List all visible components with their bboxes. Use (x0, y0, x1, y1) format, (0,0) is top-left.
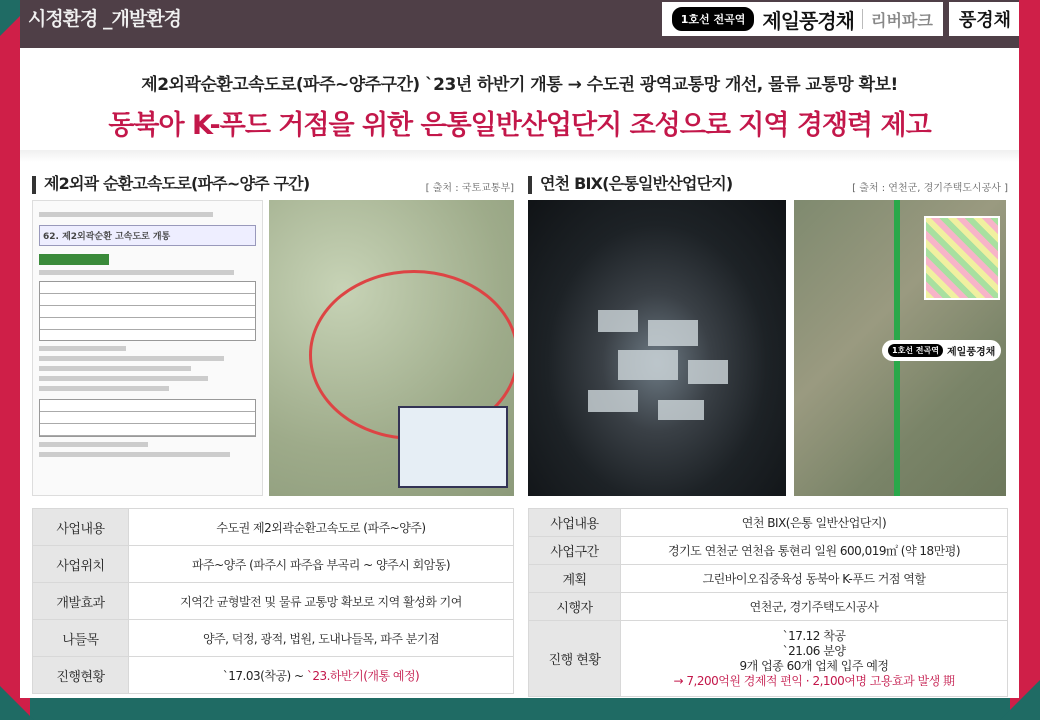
left-section (32, 170, 514, 694)
table-row (33, 546, 514, 583)
brand-sub: 리버파크 (871, 10, 933, 30)
brand-main: 제일풍경채 (762, 8, 854, 33)
row-value: 지역간 균형발전 및 물류 교통망 확보로 지역 활성화 기여 (129, 583, 514, 620)
station-badge: 1호선 전곡역 (672, 7, 755, 31)
page-section-title: 시정환경 _개발환경 (28, 7, 181, 30)
table-row (529, 509, 1008, 537)
station-badge: 1호선 전곡역 (888, 344, 943, 357)
brand-extra: 풍경채 (949, 2, 1019, 36)
row-value: 경기도 연천군 연천읍 통현리 일원 600,019㎡ (약 18만평) (621, 537, 1008, 565)
info-table (32, 508, 514, 694)
table-row (529, 537, 1008, 565)
building-block (648, 320, 698, 346)
divider (862, 9, 863, 29)
aerial-render-image (528, 200, 786, 496)
row-value: 그린바이오집중육성 동북아 K-푸드 거점 역할 (621, 565, 1008, 593)
doc-line (39, 452, 230, 457)
brand-main: 제일풍경채 (947, 347, 996, 358)
building-block (618, 350, 678, 380)
building-block (598, 310, 638, 332)
industrial-site (924, 216, 1000, 300)
divider (20, 150, 1019, 162)
building-block (588, 390, 638, 412)
row-label: 사업내용 (529, 509, 621, 537)
table-row (33, 620, 514, 657)
table-row (33, 583, 514, 620)
row-value: 수도권 제2외곽순환고속도로 (파주~양주) (129, 509, 514, 546)
doc-line (39, 376, 208, 381)
document-image (32, 200, 263, 496)
row-label: 진행현황 (33, 657, 129, 694)
row-value: 연천군, 경기주택도시공사 (621, 593, 1008, 621)
doc-line (39, 212, 213, 217)
row-label: 나들목 (33, 620, 129, 657)
row-label: 사업위치 (33, 546, 129, 583)
doc-title: 62. 제2외곽순환 고속도로 개통 (39, 225, 256, 246)
brand-logo (662, 2, 943, 36)
row-label: 사업내용 (33, 509, 129, 546)
source-note: [ 출처 : 국토교통부] (425, 183, 514, 194)
row-value: 연천 BIX(은통 일반산업단지) (621, 509, 1008, 537)
source-note: [ 출처 : 연천군, 경기주택도시공사 ] (852, 183, 1008, 194)
progress-line: `17.12 착공 (782, 628, 846, 643)
location-map-image (794, 200, 1006, 496)
table-row (529, 565, 1008, 593)
row-label: 진행 현황 (529, 621, 621, 697)
doc-line (39, 386, 169, 391)
progress-start: `17.03(착공) ~ (222, 668, 307, 683)
building-block (688, 360, 728, 384)
inset-map (398, 406, 508, 488)
doc-line (39, 366, 191, 371)
brand-area (662, 0, 1019, 48)
table-row (529, 621, 1008, 697)
doc-table (39, 281, 256, 341)
progress-line: 9개 업종 60개 업체 입주 예정 (739, 658, 889, 673)
row-value: 양주, 덕정, 광적, 법원, 도내나들목, 파주 분기점 (129, 620, 514, 657)
row-value (621, 621, 1008, 697)
route-map-image (269, 200, 514, 496)
info-table (528, 508, 1008, 697)
header-bar (20, 0, 1019, 48)
doc-line (39, 346, 126, 351)
section-marker (528, 176, 532, 194)
progress-effect: → 7,200억원 경제적 편익 · 2,100여명 고용효과 발생 期 (673, 673, 955, 688)
row-label: 개발효과 (33, 583, 129, 620)
doc-table (39, 399, 256, 437)
section-marker (32, 176, 36, 194)
row-label: 사업구간 (529, 537, 621, 565)
table-row (529, 593, 1008, 621)
building-block (658, 400, 704, 420)
row-label: 시행자 (529, 593, 621, 621)
slide-page (20, 0, 1019, 698)
progress-end: `23.하반기(개통 예정) (306, 668, 420, 683)
progress-line: `21.06 분양 (782, 643, 846, 658)
headline-1: 제2외곽순환고속도로(파주~양주구간) `23년 하반기 개통 → 수도권 광역교통망 개선, 물류 교통망 확보! (141, 75, 898, 95)
section-header (32, 170, 514, 194)
doc-label (39, 254, 109, 265)
doc-line (39, 356, 224, 361)
right-section (528, 170, 1008, 697)
section-header (528, 170, 1008, 194)
section-title: 연천 BIX(은통일반산업단지) (540, 174, 733, 193)
image-row (32, 200, 514, 496)
doc-line (39, 442, 148, 447)
doc-line (39, 270, 234, 275)
table-row (33, 657, 514, 694)
table-row (33, 509, 514, 546)
row-value: 파주~양주 (파주시 파주읍 부곡리 ~ 양주시 회암동) (129, 546, 514, 583)
bottom-band (30, 698, 1010, 720)
section-title: 제2외곽 순환고속도로(파주~양주 구간) (44, 174, 310, 193)
row-value (129, 657, 514, 694)
site-badge (882, 340, 1001, 361)
image-row (528, 200, 1008, 496)
row-label: 계획 (529, 565, 621, 593)
headline-2: 동북아 K-푸드 거점을 위한 은통일반산업단지 조성으로 지역 경쟁력 제고 (108, 110, 931, 141)
